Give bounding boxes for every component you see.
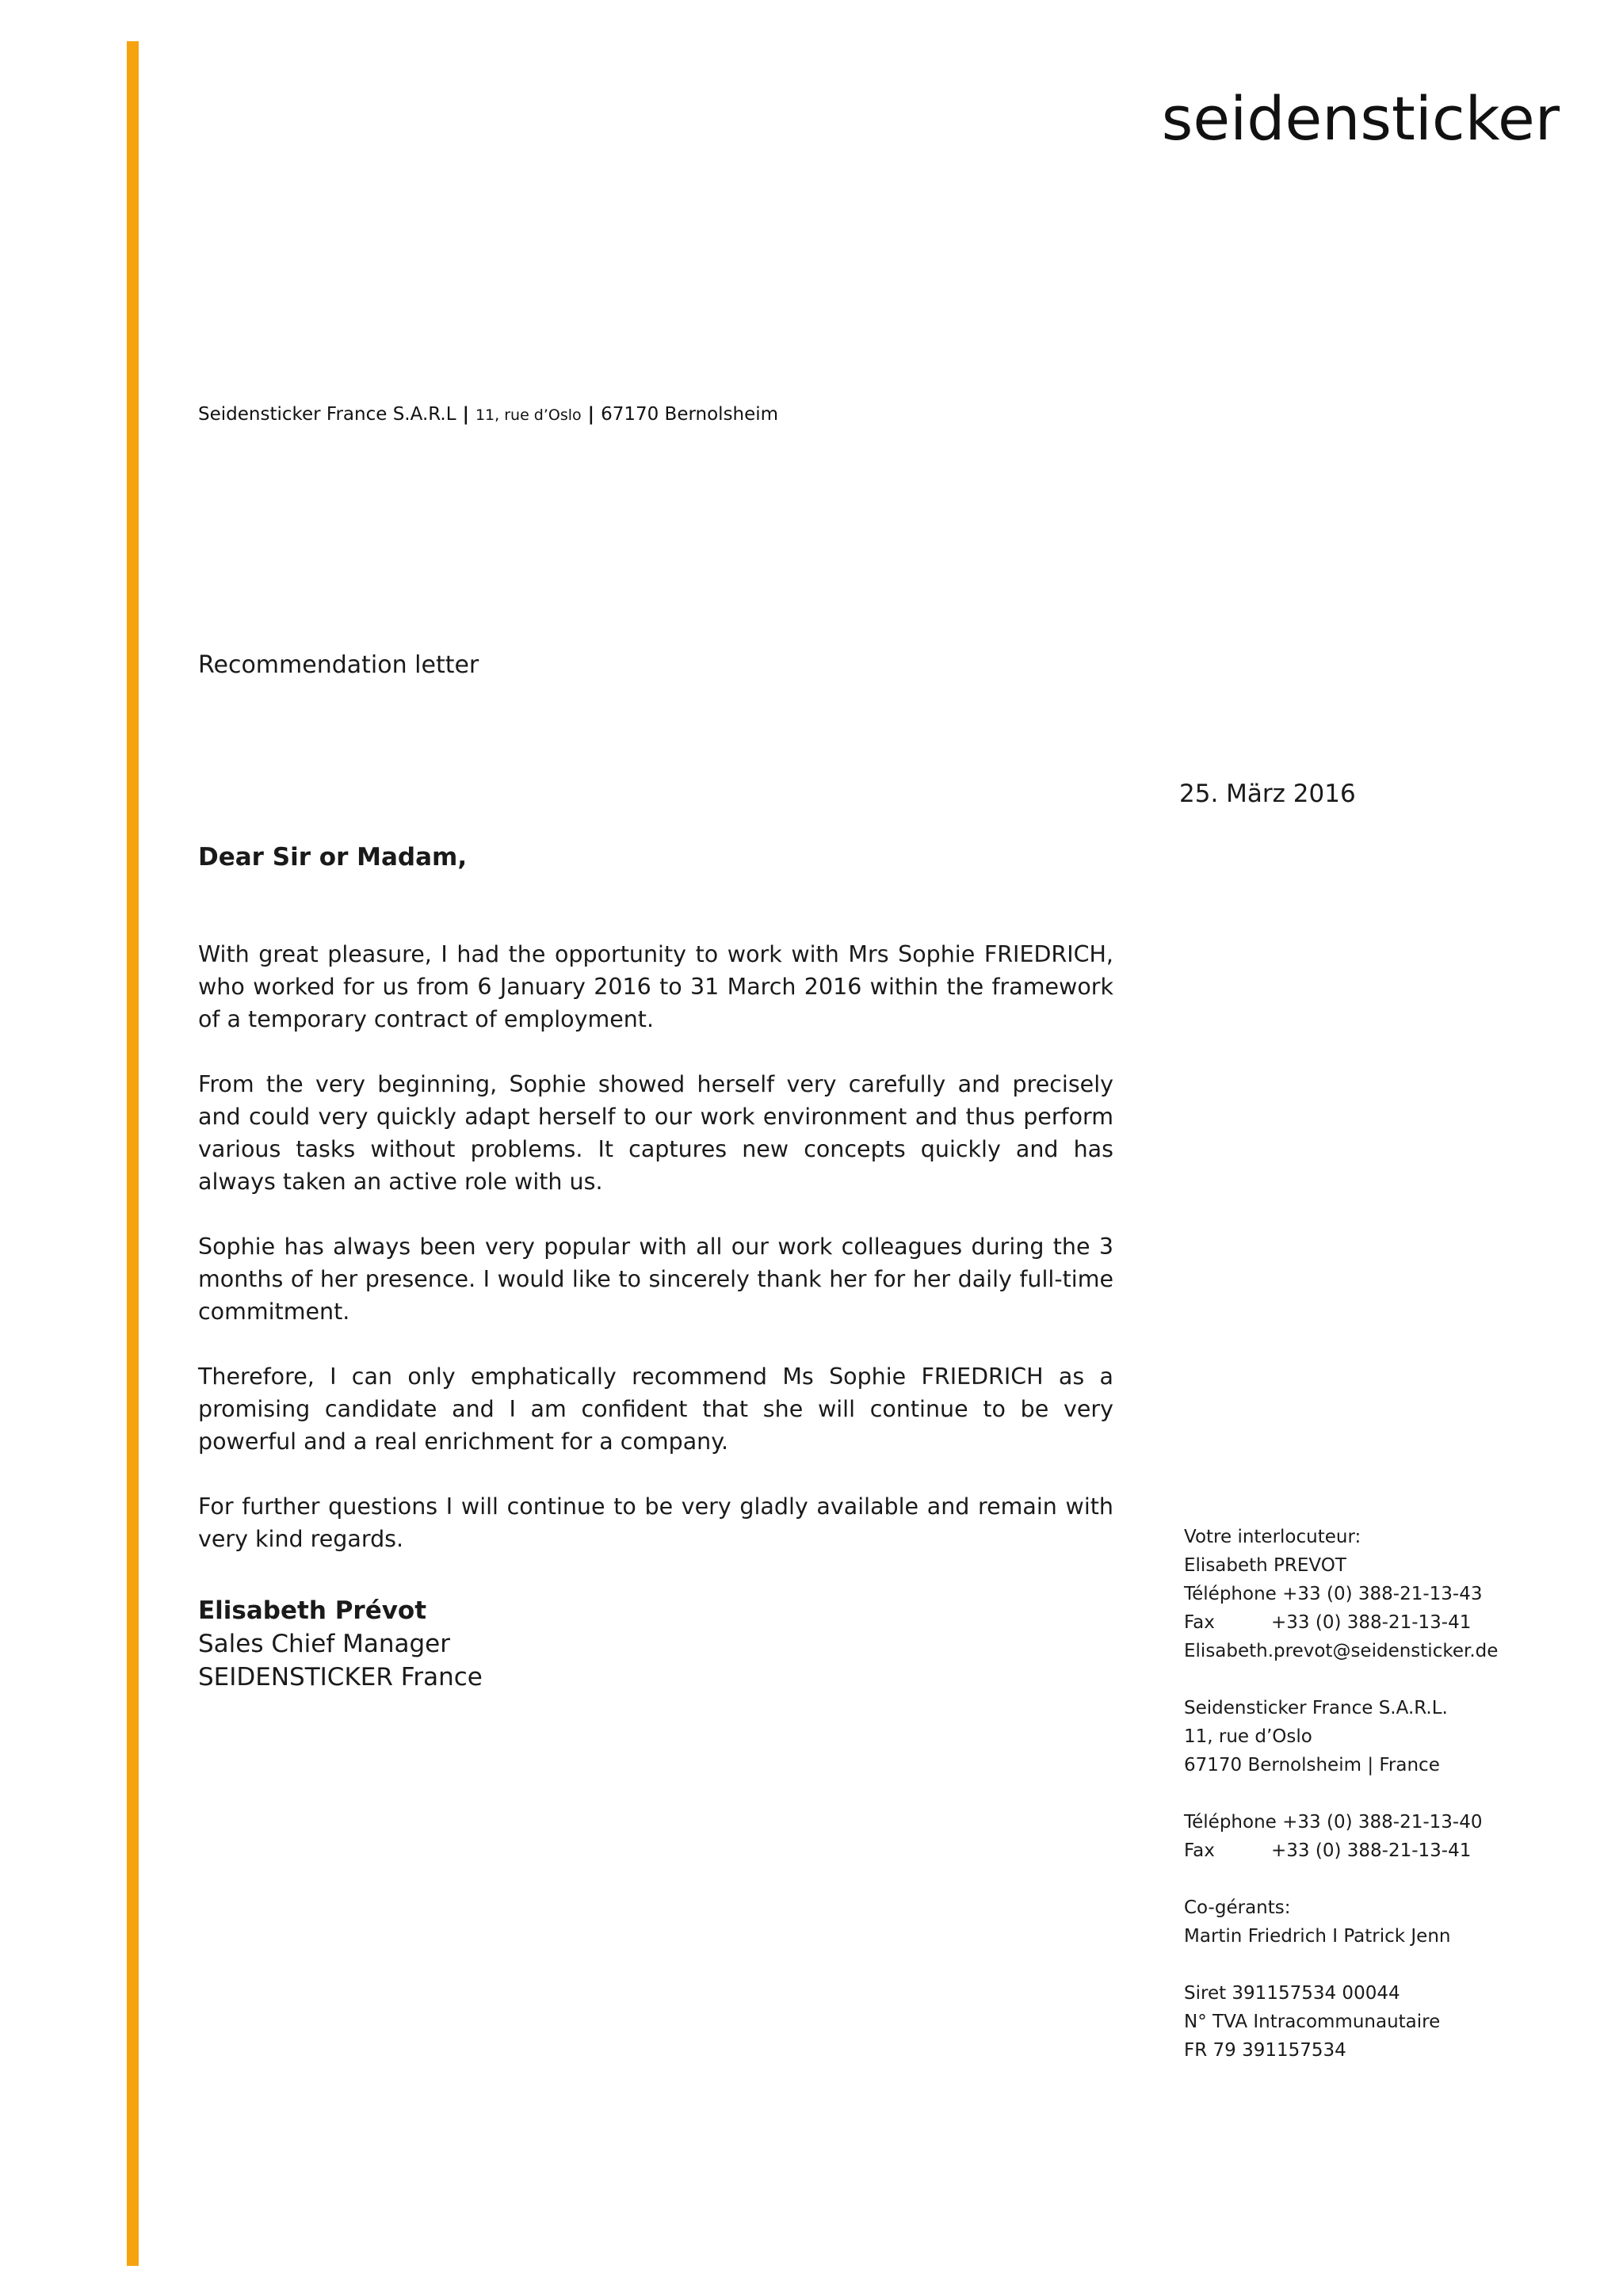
body-paragraph: For further questions I will continue to be very gladly available and remain with very kind regards.: [198, 1493, 1113, 1552]
address-city: 67170 Bernolsheim | France: [1184, 1755, 1440, 1775]
sender-street: 11, rue d’Oslo: [475, 406, 582, 424]
vat-number: FR 79 391157534: [1184, 2040, 1346, 2061]
signer-name: Elisabeth Prévot: [198, 1596, 427, 1625]
contact-fax-line: [1184, 1608, 1596, 1637]
office-fax: +33 (0) 388-21-13-41: [1271, 1840, 1472, 1861]
signer-company: SEIDENSTICKER France: [198, 1663, 483, 1691]
sender-address-line: [198, 404, 778, 425]
letter-subject: Recommendation letter: [198, 651, 479, 679]
contact-email: Elisabeth.prevot@seidensticker.de: [1184, 1641, 1499, 1661]
signature-block: [198, 1594, 483, 1694]
phone-label: Téléphone: [1184, 1812, 1277, 1833]
sender-city: 67170 Bernolsheim: [601, 404, 779, 425]
fax-label: Fax: [1184, 1612, 1215, 1633]
body-paragraph: Sophie has always been very popular with all our work colleagues during the 3 months of her presence. I would like to sincerely thank her for her daily full-time commitment.: [198, 1234, 1113, 1325]
registration-block: [1184, 1979, 1596, 2065]
accent-bar: [127, 41, 139, 2266]
separator: |: [587, 404, 595, 425]
salutation: Dear Sir or Madam,: [198, 843, 468, 871]
body-paragraph: From the very beginning, Sophie showed herself very carefully and precisely and could very quickly adapt herself to our work environment and thus perform various tasks without problems. It captures new concepts quickly and has always taken an active role with us.: [198, 1071, 1113, 1195]
contact-phone-line: [1184, 1580, 1596, 1608]
contact-phone: +33 (0) 388-21-13-43: [1282, 1584, 1483, 1604]
sender-company: Seidensticker France S.A.R.L: [198, 404, 456, 425]
siret-number: Siret 391157534 00044: [1184, 1983, 1400, 2004]
contact-name: Elisabeth PREVOT: [1184, 1555, 1346, 1576]
office-phone: +33 (0) 388-21-13-40: [1282, 1812, 1483, 1833]
address-block: [1184, 1694, 1596, 1779]
company-logo: seidensticker: [1161, 83, 1560, 154]
managers-names: Martin Friedrich I Patrick Jenn: [1184, 1926, 1451, 1947]
office-phone-block: [1184, 1808, 1596, 1865]
fax-label: Fax: [1184, 1840, 1215, 1861]
contact-block: [1184, 1523, 1596, 1665]
phone-label: Téléphone: [1184, 1584, 1277, 1604]
vat-label: N° TVA Intracommunautaire: [1184, 2012, 1441, 2032]
separator: |: [462, 404, 469, 425]
managers-heading: Co-gérants:: [1184, 1897, 1291, 1918]
signer-title: Sales Chief Manager: [198, 1630, 450, 1658]
office-fax-line: [1184, 1836, 1596, 1865]
address-street: 11, rue d’Oslo: [1184, 1726, 1312, 1747]
address-company: Seidensticker France S.A.R.L.: [1184, 1698, 1448, 1718]
managers-block: [1184, 1894, 1596, 1951]
letter-body: [198, 938, 1113, 1588]
body-paragraph: Therefore, I can only emphatically recommend Ms Sophie FRIEDRICH as a promising candidate and I am confident that she will continue to be very powerful and a real enrichment for a company.: [198, 1363, 1113, 1455]
contact-heading: Votre interlocuteur:: [1184, 1527, 1361, 1547]
office-phone-line: [1184, 1808, 1596, 1836]
letter-date: 25. März 2016: [1179, 780, 1356, 808]
sidebar-info: [1184, 1523, 1596, 2093]
body-paragraph: With great pleasure, I had the opportunity to work with Mrs Sophie FRIEDRICH, who worked for us from 6 January 2016 to 31 March 2016 within the framework of a temporary contract of employment.: [198, 941, 1113, 1032]
contact-fax: +33 (0) 388-21-13-41: [1271, 1612, 1472, 1633]
